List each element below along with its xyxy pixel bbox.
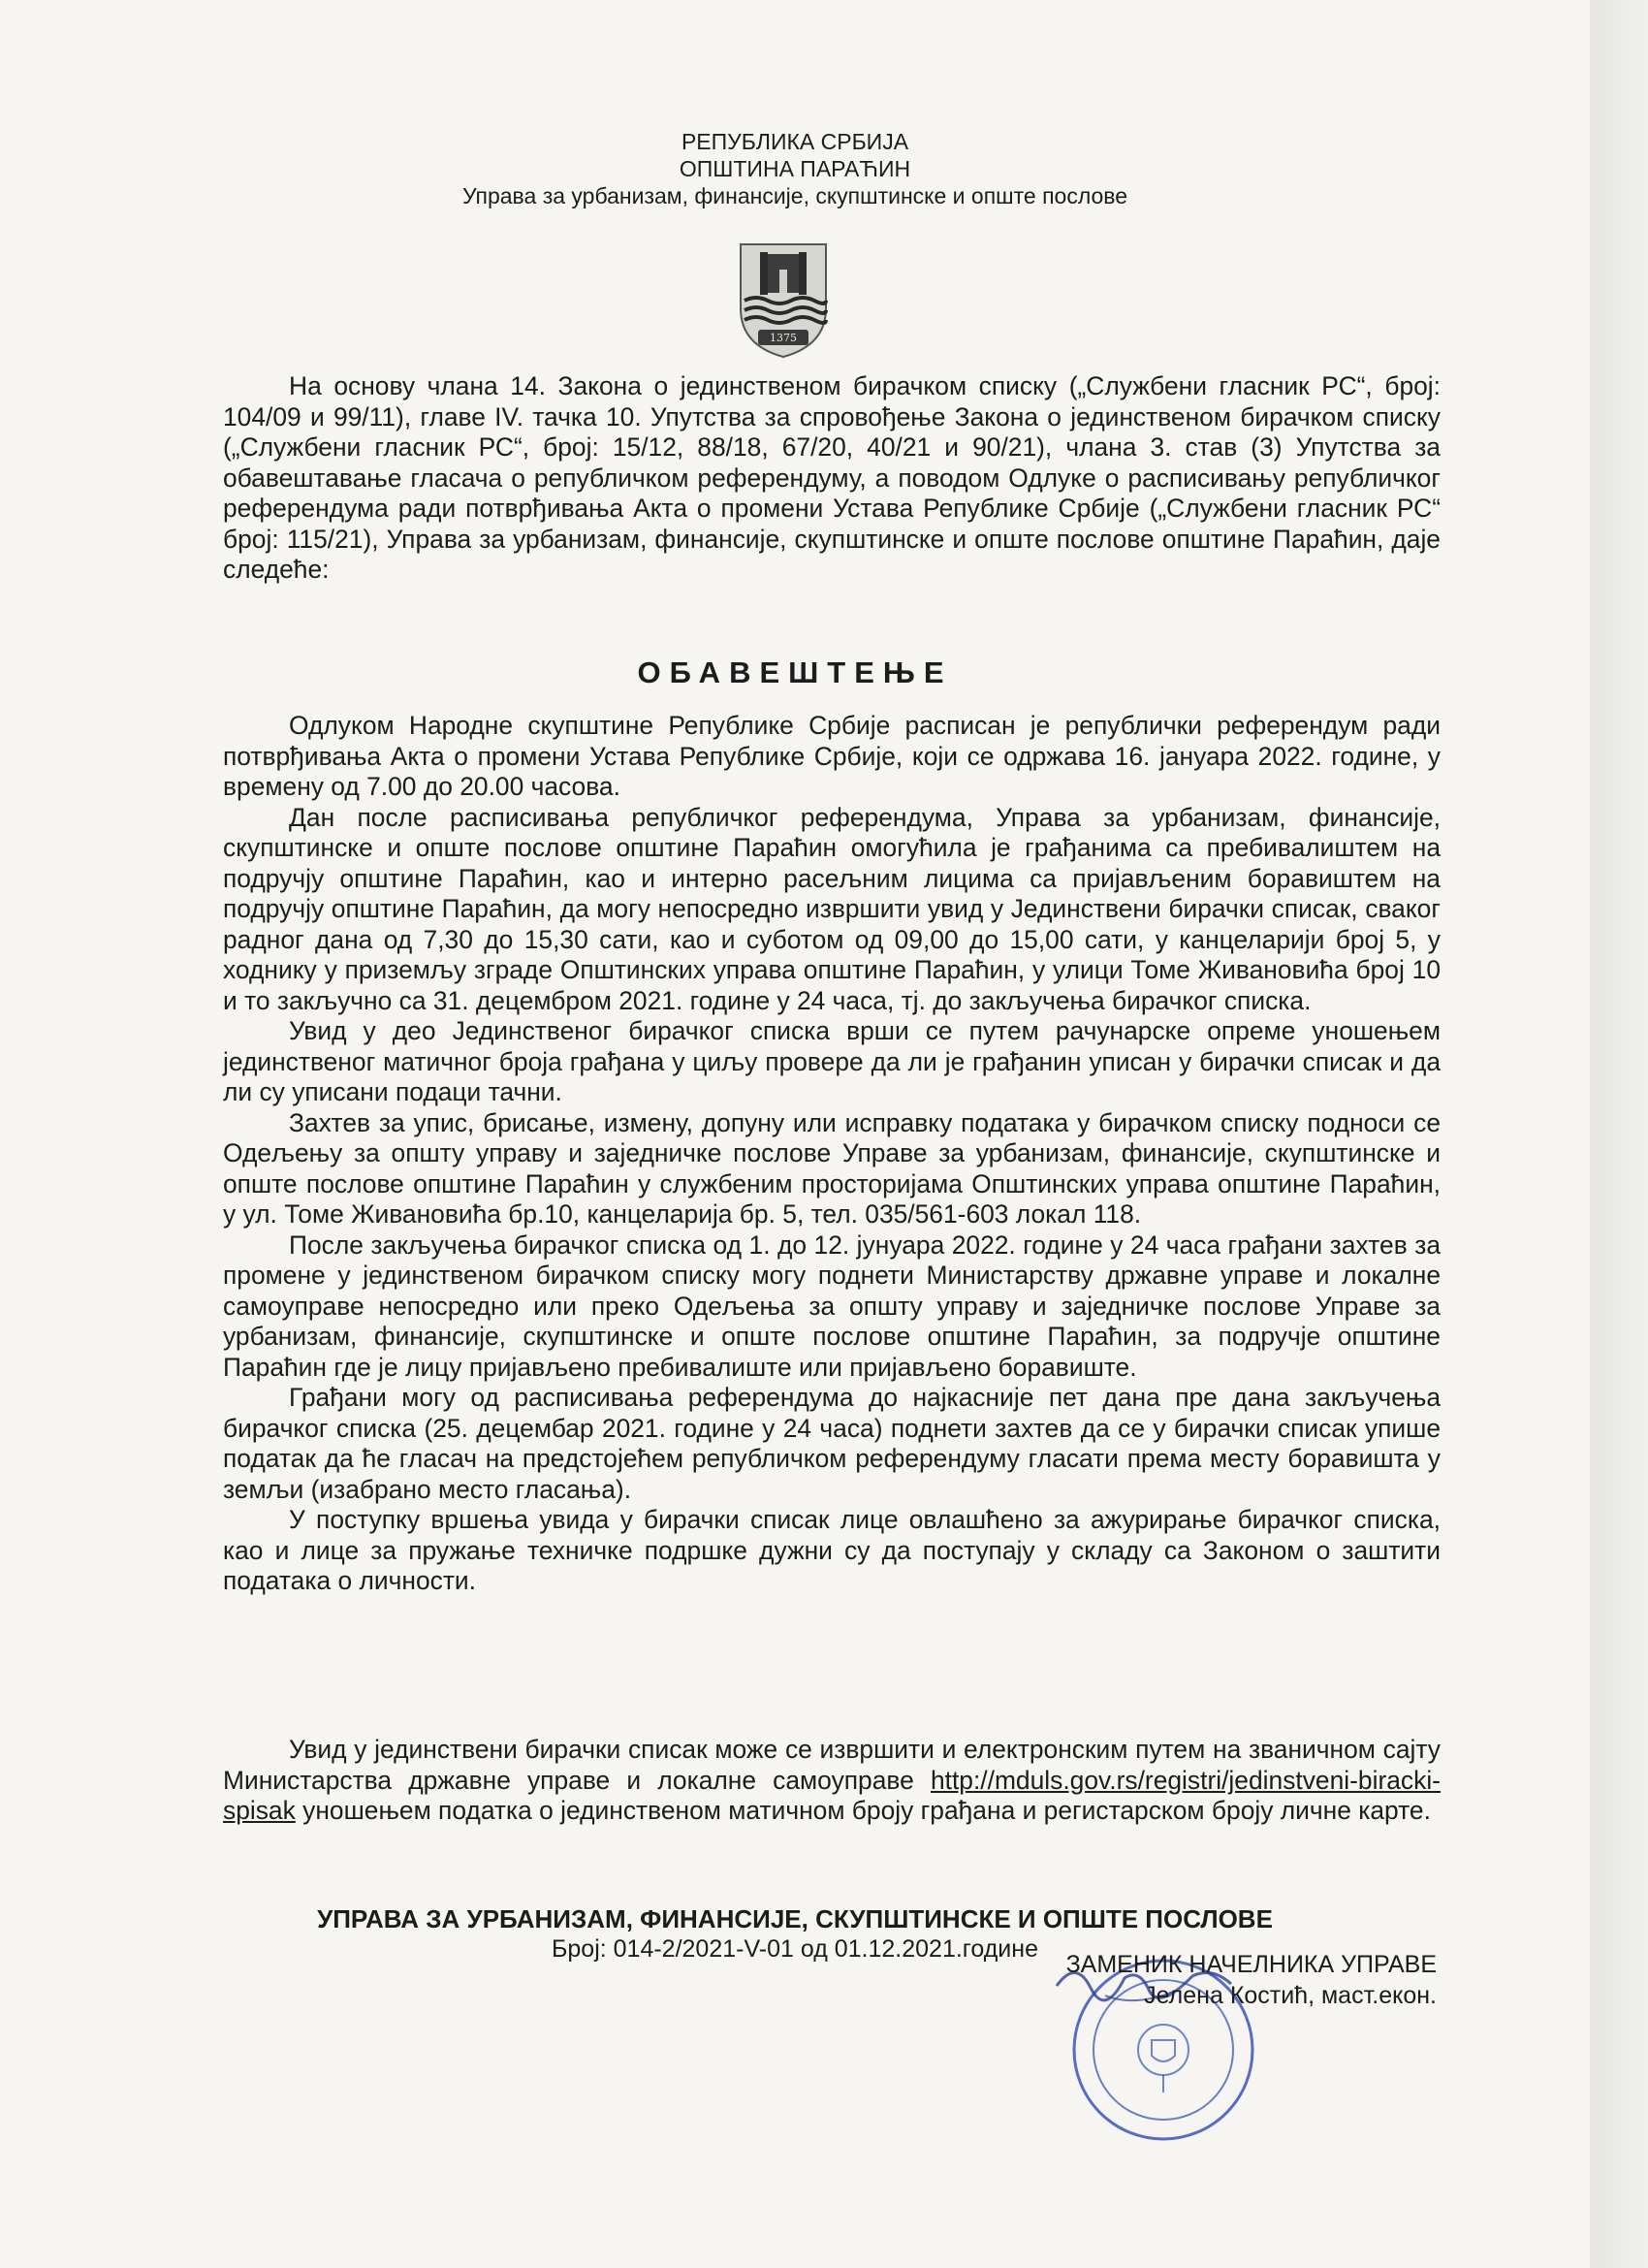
notice-body [223,711,1441,1597]
paragraph-data-protection: У поступку вршења увида у бирачки списак лице овлашћено за ажурирање бирачког списка, као и лице за пружање техничке подршке дужни су да поступају у складу са Законом о заштити података о личности. [223,1505,1441,1595]
document-reference-number: Број: 014-2/2021-V-01 од 01.12.2021.године [551,1935,1038,1963]
online-paragraph [223,1735,1441,1827]
paragraph-requests: Захтев за упис, брисање, измену, допуну или исправку података у бирачком списку подноси се Одељењу за општу управу и заједничке послове Управе за урбанизам, финансије, скупштинске и опште послове општине Параћин у службеним просторијама Општинских управа општине Параћин, у ул. Томе Живановића бр.10, канцеларија бр. 5, тел. 035/561-603 локал 118. [223,1107,1441,1229]
paragraph-method: Увид у део Јединственог бирачког списка врши се путем рачунарске опреме уношењем јединственог матичног броја грађана у циљу провере да ли је грађанин уписан у бирачки списак и да ли су уписани подаци тачни. [223,1016,1441,1106]
signatory-title: ЗАМЕНИК НАЧЕЛНИКА УПРАВЕ [1065,1951,1437,1978]
notice-title: ОБАВЕШТЕЊЕ [637,655,953,689]
municipality-crest-icon [737,240,830,361]
preamble-text: На основу члана 14. Закона о јединственом бирачком списку („Службени гласник РС“, број: 104/09 и 99/11), главе IV. тачка 10. Упутства за спровођење Закона о јединственом бирачком списку („Службени гласник РС“, број: 15/12, 88/18, 67/20, 40/21 и 90/21), члана 3. став (3) Упутства за обавештавање гласача о републичком референдуму, а поводом Одлуке о расписивању републичког референдума ради потврђивања Акта о промени Устава Републике Србије („Службени гласник РС“ број: 115/21), Управа за урбанизам, финансије, скупштинске и опште послове општине Параћин, даје следеће: [223,371,1441,584]
paragraph-voting-place: Грађани могу од расписивања референдума до најкасније пет дана пре дана закључења бирачког списка (25. децембар 2021. године у 24 часа) поднети захтев да се у бирачки списак упише податак да ће гласач на предстојећем републичком референдуму гласати према месту боравишта у земљи (изабрано место гласања). [223,1383,1441,1504]
signatory-name: Јелена Костић, маст.екон. [1144,1982,1437,2009]
preamble [223,371,1441,586]
online-text-after: уношењем податка о јединственом матичном броју грађана и регистарском броју личне карте. [302,1796,1431,1825]
paragraph-after-closing: После закључења бирачког списка од 1. до 12. јунуара 2022. године у 24 часа грађани захтев за промене у јединственом бирачком списку могу поднети Министарству државне управе и локалне самоуправе непосредно или преко Одељења за општу управу и заједничке послове Управе за урбанизам, финансије, скупштинске и опште послове општине Параћин, за подручје општине Параћин где је лицу пријављено пребивалиште или пријављено боравиште. [223,1230,1441,1382]
header-municipality: ОПШТИНА ПАРАЋИН [679,156,911,181]
scan-edge [1590,0,1648,2268]
online-inspection [223,1735,1441,1827]
header-country: РЕПУБЛИКА СРБИЈА [681,129,909,154]
online-text-before: Увид у јединствени бирачки списак може се извршити и електронским путем на званичном сајту Министарства државне управе и локалне самоуправе [223,1735,1441,1795]
footer-department: УПРАВА ЗА УРБАНИЗАМ, ФИНАНСИЈЕ, СКУПШТИНСКЕ И ОПШТЕ ПОСЛОВЕ [317,1904,1273,1933]
document-header [0,128,1590,209]
paragraph-inspection: Дан после расписивања републичког референдума, Управа за урбанизам, финансије, скупштинске и опште послове општине Параћин омогућила је грађанима са пребивалиштем на подручју општине Параћин, као и интерно расељним лицима са пријављеним боравиштем на подручју општине Параћин, да могу непосредно извршити увид у Јединствени бирачки списак, сваког радног дана од 7,30 до 15,30 сати, као и суботом од 09,00 до 15,00 сати, у канцеларији број 5, у ходнику у приземљу зграде Општинских управа општине Параћин, у улици Томе Живановића број 10 и то закључно са 31. децембром 2021. године у 24 часа, тј. до закључења бирачког списка. [223,802,1441,1015]
paragraph-referendum: Одлуком Народне скупштине Републике Србије расписан је републички референдум ради потврђивања Акта о промени Устава Републике Србије, који се одржава 16. јануара 2022. године, у времену од 7.00 до 20.00 часова. [223,711,1441,801]
ministry-registry-link[interactable]: http://mduls.gov.rs/registri/jedinstveni-biracki-spisak [223,1765,1441,1825]
header-department: Управа за урбанизам, финансије, скупштинске и опште послове [461,183,1128,208]
crest-year: 1375 [770,332,797,344]
